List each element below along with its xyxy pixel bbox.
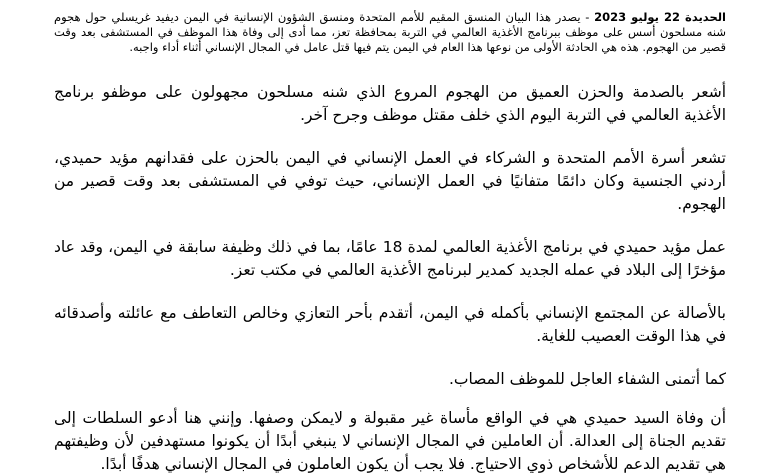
paragraph-call-for-justice: أن وفاة السيد حميدي هي في الواقع مأساة غير مقبولة و لايمكن وصفها. وإنني هنا أدعو السلطات إلى تقديم الجناة إلى العدالة. أن العاملين في المجال الإنساني لا ينبغي أبدًا أن يكونوا مستهدفين لأن وظيفتهم هي تقديم الدعم للأشخاص ذوي الاحتياج. فلا يجب أن يكون العاملون في المجال الإنساني هدفًا أبدًا. [54,409,726,473]
paragraph-career-history: عمل مؤيد حميدي في برنامج الأغذية العالمي لمدة 18 عامًا، بما في ذلك وظيفة سابقة في اليمن، وقد عاد مؤخرًا إلى البلاد في عمله الجديد كمدير لبرنامج الأغذية العالمي في مكتب تعز. [54,238,726,279]
intro-paragraph [54,10,726,55]
paragraph-recovery-wish: كما أتمنى الشفاء العاجل للموظف المصاب. [448,370,726,388]
intro-text: - يصدر هذا البيان المنسق المقيم للأمم المتحدة ومنسق الشؤون الإنسانية في اليمن ديفيد غريسلي حول هجوم شنه مسلحون أسس على موظف ببرنامج الأغذية العالمي في التربة بمحافظة تعز، مما أدى إلى وفاة هذا الموظف في المستشفى بعد وقت قصير من الهجوم. هذه هي الحادثة الأولى من نوعها هذا العام في اليمن يتم فيها قتل عامل في المجال الإنساني أثناء أداء واجبه. [54,10,726,54]
paragraph-shock-statement: أشعر بالصدمة والحزن العميق من الهجوم المروع الذي شنه مسلحون مجهولون على موظفو برنامج الأغذية العالمي في التربة اليوم الذي خلف مقتل موظف وجرح آخر. [54,83,726,124]
paragraph-condolence-family: تشعر أسرة الأمم المتحدة و الشركاء في العمل الإنساني في اليمن بالحزن على فقدانهم مؤيد حميدي، أردني الجنسية وكان دائمًا متفانيًا في العمل الإنساني، حيث توفي في المستشفى بعد وقت قصير من الهجوم. [54,149,726,213]
paragraph-humanitarian-condolences: بالأصالة عن المجتمع الإنساني بأكمله في اليمن، أتقدم بأحر التعازي وخالص التعاطف مع عائلته وأصدقائه في هذا الوقت العصيب للغاية. [54,304,726,345]
dateline: الحديدة 22 يوليو 2023 [594,10,726,24]
